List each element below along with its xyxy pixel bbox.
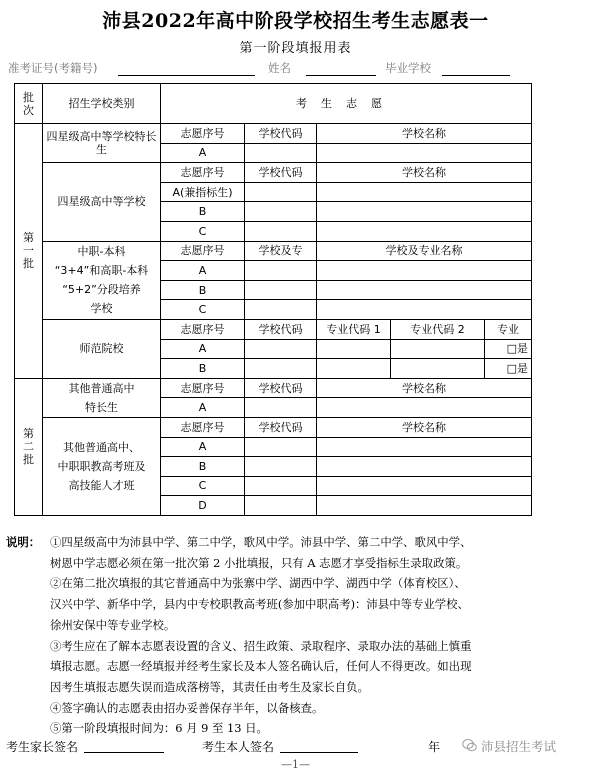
note-line: 树恩中学志愿必须在第一批次第 2 小批填报，只有 A 志愿才享受指标生录取政策。 <box>50 555 468 570</box>
school-name-header: 学校名称 <box>317 378 532 398</box>
parent-signature-label: 考生家长签名 <box>6 740 79 754</box>
form-title: 沛县2022年高中阶段学校招生考生志愿表一 <box>102 10 489 32</box>
school-name-input[interactable] <box>317 457 532 477</box>
wish-label: A <box>161 339 245 359</box>
category-line: “5+2”分段培养 <box>62 283 141 297</box>
batch2-cell: 第 二 批 <box>15 378 43 515</box>
wish-label: B <box>161 202 245 222</box>
school-name-input[interactable] <box>317 182 532 202</box>
wish-no-header: 志愿序号 <box>161 241 245 261</box>
school-name-header: 学校名称 <box>317 417 532 437</box>
student-signature-field[interactable] <box>280 752 358 753</box>
category-line: 学校 <box>90 302 113 316</box>
form-subtitle: 第一阶段填报用表 <box>239 41 352 56</box>
category-cell <box>43 378 161 417</box>
school-name-input[interactable] <box>317 437 532 457</box>
wish-label: A <box>161 437 245 457</box>
exam-id-label: 准考证号(考籍号) <box>8 61 98 75</box>
school-code-input[interactable] <box>245 202 317 222</box>
school-field[interactable] <box>442 75 510 76</box>
wish-label: B <box>161 280 245 300</box>
note-line: ③考生应在了解本志愿表设置的含义、招生政策、录取程序、录取办法的基础上慎重 <box>50 638 472 653</box>
school-code-input[interactable] <box>245 221 317 241</box>
school-name-header: 学校名称 <box>317 163 532 183</box>
category-cell: 四星级高中等学校特长生 <box>43 124 161 163</box>
note-line: ④签字确认的志愿表由招办妥善保存半年，以备核查。 <box>50 700 324 715</box>
school-name-input[interactable] <box>317 476 532 496</box>
note-line: 汉兴中学、新华中学，县内中专校职教高考班(参加中职高考)：沛县中等专业学校、 <box>50 597 469 612</box>
school-name-input[interactable] <box>317 143 532 163</box>
school-code-input[interactable] <box>245 437 317 457</box>
wish-no-header: 志愿序号 <box>161 163 245 183</box>
table-row <box>15 417 532 437</box>
major-code-1-input[interactable] <box>317 359 391 379</box>
category-line: 其他普通高中、 <box>63 440 140 454</box>
table-row <box>15 241 532 261</box>
name-label: 姓名 <box>268 61 291 75</box>
major-code-2-header: 专业代码 2 <box>391 319 485 339</box>
category-cell <box>43 417 161 515</box>
note-line: ②在第二批次填报的其它普通高中为张寨中学、湖西中学、湖西中学（体育校区）、 <box>50 576 466 591</box>
note-line: ⑤第一阶段填报时间为：6 月 9 至 13 日。 <box>50 721 268 736</box>
school-code-input[interactable] <box>245 300 317 320</box>
wish-label: A <box>161 261 245 281</box>
category-line: 特长生 <box>85 400 118 414</box>
exam-id-field[interactable] <box>118 75 255 76</box>
school-name-input[interactable] <box>317 261 532 281</box>
school-code-header: 学校代码 <box>245 319 317 339</box>
wish-no-header: 志愿序号 <box>161 378 245 398</box>
major-yes-checkbox[interactable]: □是 <box>485 359 532 379</box>
wish-form-table <box>14 83 532 516</box>
school-code-input[interactable] <box>245 476 317 496</box>
school-name-header: 学校名称 <box>317 124 532 144</box>
school-code-input[interactable] <box>245 261 317 281</box>
major-code-1-header: 专业代码 1 <box>317 319 391 339</box>
major-code-2-input[interactable] <box>391 339 485 359</box>
school-code-input[interactable] <box>245 496 317 516</box>
wish-no-header: 志愿序号 <box>161 319 245 339</box>
batch1-cell: 第 一 批 <box>15 124 43 379</box>
wish-label: B <box>161 457 245 477</box>
category-cell <box>43 241 161 319</box>
category-cell: 师范院校 <box>43 319 161 378</box>
category-line: 高技能人才班 <box>68 478 135 492</box>
category-header: 招生学校类别 <box>43 84 161 124</box>
wechat-icon <box>462 738 477 753</box>
major-header: 专业 <box>485 319 532 339</box>
school-code-header: 学校代码 <box>245 417 317 437</box>
note-line: 填报志愿。志愿一经填报并经考生家长及本人签名确认后，任何人不得更改。如出现 <box>50 659 472 674</box>
notes-section <box>6 532 586 739</box>
school-name-input[interactable] <box>317 398 532 418</box>
wish-label: C <box>161 221 245 241</box>
note-line: 因考生填报志愿失误而造成落榜等，其责任由考生及家长自负。 <box>50 679 369 694</box>
wish-label: B <box>161 359 245 379</box>
batch-header: 批 次 <box>15 84 43 124</box>
year-label: 年 <box>428 740 441 754</box>
table-header-row <box>15 84 532 124</box>
school-code-input[interactable] <box>245 182 317 202</box>
wish-no-header: 志愿序号 <box>161 124 245 144</box>
school-code-input[interactable] <box>245 457 317 477</box>
school-name-input[interactable] <box>317 221 532 241</box>
school-major-code-header: 学校及专 <box>245 241 317 261</box>
school-name-input[interactable] <box>317 202 532 222</box>
school-code-header: 学校代码 <box>245 378 317 398</box>
school-code-input[interactable] <box>245 359 317 379</box>
school-name-input[interactable] <box>317 496 532 516</box>
notes-label: 说明： <box>6 535 41 549</box>
table-row <box>15 378 532 398</box>
wish-label: A(兼指标生) <box>161 182 245 202</box>
table-row <box>15 163 532 183</box>
wish-label: A <box>161 143 245 163</box>
name-field[interactable] <box>306 75 376 76</box>
school-code-input[interactable] <box>245 280 317 300</box>
major-code-2-input[interactable] <box>391 359 485 379</box>
major-yes-checkbox[interactable]: □是 <box>485 339 532 359</box>
note-line: 徐州安保中等专业学校。 <box>50 617 176 632</box>
major-code-1-input[interactable] <box>317 339 391 359</box>
school-code-input[interactable] <box>245 339 317 359</box>
student-signature-label: 考生本人签名 <box>202 740 275 754</box>
category-line: “3+4”和高职-本科 <box>54 264 149 278</box>
school-major-name-header: 学校及专业名称 <box>317 241 532 261</box>
school-code-input[interactable] <box>245 398 317 418</box>
school-name-input[interactable] <box>317 280 532 300</box>
category-cell: 四星级高中等学校 <box>43 163 161 241</box>
category-line: 其他普通高中 <box>68 381 135 395</box>
wish-label: A <box>161 398 245 418</box>
school-code-input[interactable] <box>245 143 317 163</box>
school-name-input[interactable] <box>317 300 532 320</box>
parent-signature-field[interactable] <box>84 752 164 753</box>
page-number: —1— <box>281 758 310 771</box>
category-line: 中职职教高考班及 <box>57 459 146 473</box>
wish-label: C <box>161 476 245 496</box>
watermark-text: 沛县招生考试 <box>481 739 557 754</box>
wish-no-header: 志愿序号 <box>161 417 245 437</box>
note-line: ①四星级高中为沛县中学、第二中学，歌风中学。沛县中学、第二中学、歌风中学、 <box>50 535 472 549</box>
table-row <box>15 319 532 339</box>
school-label: 毕业学校 <box>385 61 431 75</box>
wishes-header: 考生志愿 <box>161 84 532 124</box>
category-line: 中职-本科 <box>77 245 126 259</box>
table-row <box>15 124 532 144</box>
wish-label: C <box>161 300 245 320</box>
school-code-header: 学校代码 <box>245 163 317 183</box>
school-code-header: 学校代码 <box>245 124 317 144</box>
wish-label: D <box>161 496 245 516</box>
